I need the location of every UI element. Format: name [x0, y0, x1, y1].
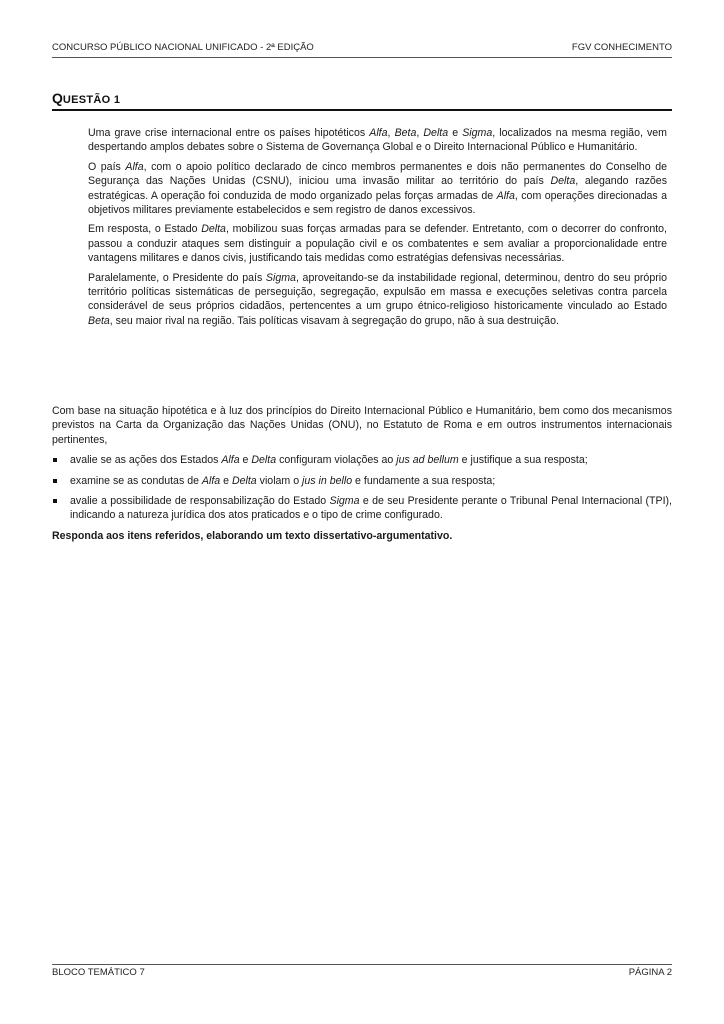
question-title	[52, 90, 120, 106]
answer-instruction: Responda aos itens referidos, elaborando um texto dissertativo-argumentativo.	[52, 529, 453, 542]
question-prompt	[52, 404, 672, 543]
prompt-intro: Com base na situação hipotética e à luz dos princípios do Direito Internacional Público e Humanitário, bem como dos mecanismos previstos na Carta da Organização das Nações Unidas (ONU), no Estatuto de Roma e em outros instrumentos internacionais pertinentes,	[52, 405, 672, 446]
case-paragraph: Uma grave crise internacional entre os países hipotéticos Alfa, Beta, Delta e Sigma, localizados na mesma região, vem despertando amplos debates sobre o Sistema de Governança Global e o Direito Internacional Público e Humanitário.	[88, 127, 668, 154]
question-title-rest: UESTÃO 1	[62, 94, 121, 106]
page-header	[52, 42, 672, 56]
italic-term: Alfa	[125, 160, 144, 173]
italic-term: Alfa	[221, 454, 240, 467]
italic-term: Sigma	[462, 127, 493, 139]
case-paragraph: Em resposta, o Estado Delta, mobilizou suas forças armadas para se defender. Entretanto, com o decorrer do confronto, passou a conduzir ataques sem distinguir a população civil e os combatentes e sem avaliar a proporcionalidade entre vantagens militares e danos civis, justificando tais medidas como estratégias defensivas necessárias.	[88, 223, 667, 265]
square-bullet-icon	[53, 458, 57, 462]
italic-term: Delta	[251, 454, 277, 467]
italic-term: Sigma	[329, 495, 360, 508]
case-text	[88, 126, 667, 333]
question-title-initial: Q	[52, 90, 63, 106]
italic-term: Delta	[423, 127, 449, 139]
footer-divider	[52, 964, 672, 965]
italic-term: Alfa	[201, 474, 221, 487]
italic-term: jus ad bellum	[396, 454, 459, 467]
footer-page-number: PÁGINA 2	[628, 967, 672, 978]
italic-term: Sigma	[265, 271, 296, 284]
italic-term: jus in bello	[302, 474, 353, 487]
italic-term: Beta	[394, 127, 417, 139]
task-text: examine se as condutas de Alfa e Delta violam o jus in bello e fundamente a sua resposta;	[70, 474, 496, 487]
italic-term: Delta	[231, 474, 257, 487]
task-text: avalie se as ações dos Estados Alfa e Delta configuram violações ao jus ad bellum e justifique a sua resposta;	[70, 454, 588, 467]
italic-term: Delta	[201, 223, 226, 236]
question-title-rule	[52, 109, 672, 111]
header-organizer: FGV CONHECIMENTO	[571, 42, 672, 53]
task-item	[52, 453, 672, 467]
case-paragraph: Paralelamente, o Presidente do país Sigma, aproveitando-se da instabilidade regional, determinou, dentro do seu próprio território políticas sistemáticas de perseguição, segregação, expulsão em massa e execuções seletivas contra parcela considerável de seus próprios cidadãos, pertencentes a um grupo étnico-religioso historicamente vinculado ao Estado Beta, seu maior rival na região. Tais políticas visavam à segregação do grupo, não à sua destruição.	[88, 271, 667, 327]
italic-term: Alfa	[496, 189, 515, 202]
footer-block-label: BLOCO TEMÁTICO 7	[52, 967, 145, 978]
task-item	[52, 474, 672, 488]
case-paragraph: O país Alfa, com o apoio político declarado de cinco membros permanentes e dois não permanentes do Conselho de Segurança das Nações Unidas (CSNU), iniciou uma invasão militar ao território do país Delta, alegando razões estratégicas. A operação foi conduzida de modo organizado pelas forças armadas de Alfa, com operações direcionadas a objetivos militares previamente estabelecidos e sem registro de danos excessivos.	[88, 160, 667, 217]
header-divider	[52, 57, 672, 58]
task-item	[52, 494, 672, 523]
square-bullet-icon	[53, 479, 57, 483]
task-list	[52, 453, 672, 523]
header-exam-title: CONCURSO PÚBLICO NACIONAL UNIFICADO - 2ª EDIÇÃO	[52, 42, 314, 53]
italic-term: Delta	[550, 175, 576, 188]
square-bullet-icon	[53, 499, 57, 503]
italic-term: Beta	[88, 314, 110, 327]
italic-term: Alfa	[369, 127, 388, 139]
task-text: avalie a possibilidade de responsabilização do Estado Sigma e de seu Presidente perante o Tribunal Penal Internacional (TPI), indicando a natureza jurídica dos atos praticados e o tipo de crime configurado.	[70, 495, 672, 522]
page-footer	[52, 967, 672, 981]
